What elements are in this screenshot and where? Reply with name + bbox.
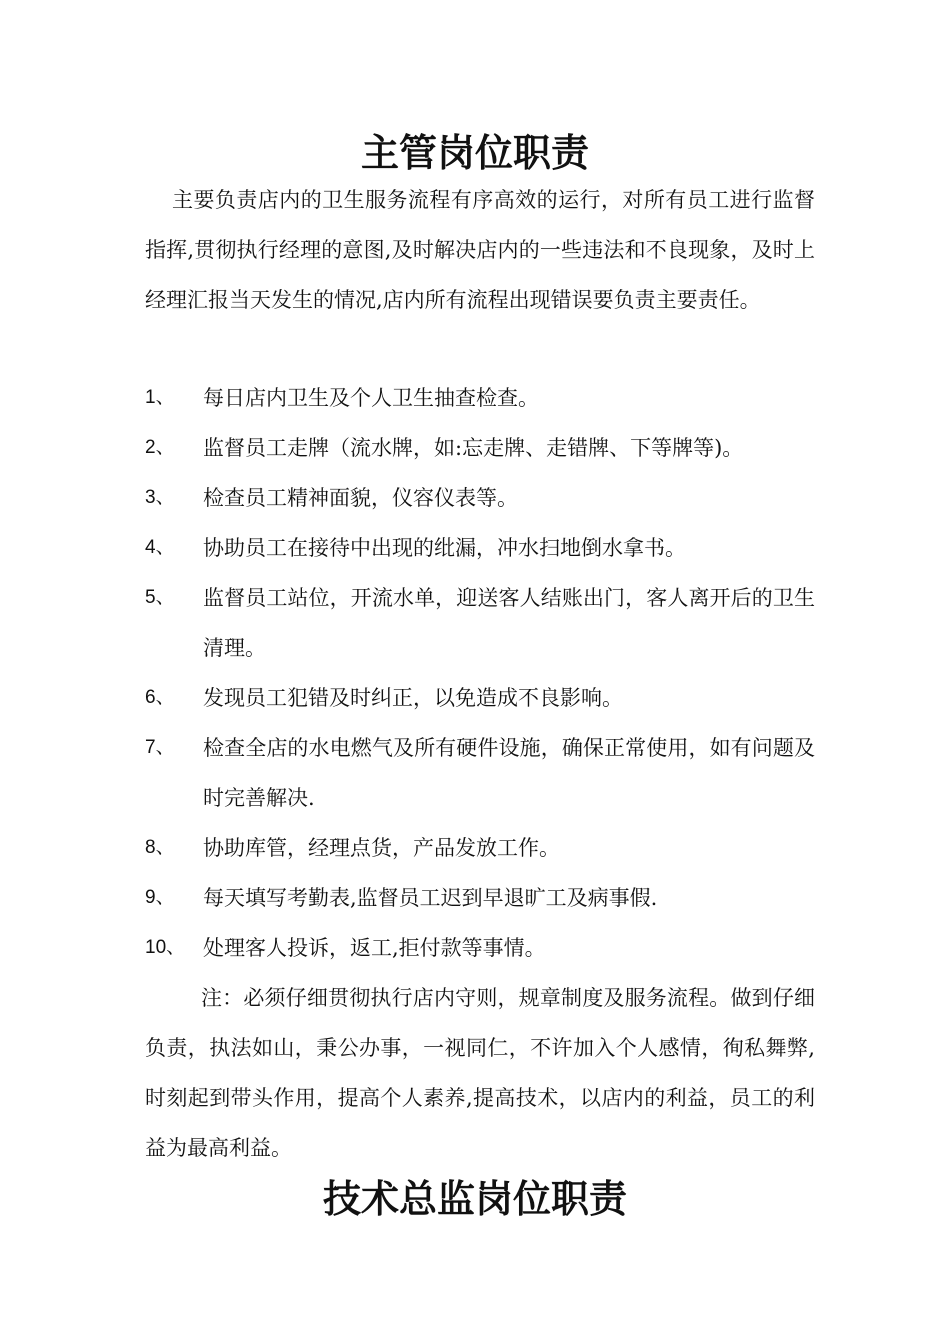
item-number: 6、 <box>145 687 175 708</box>
item-text: 每天填写考勤表,监督员工迟到早退旷工及病事假. <box>203 886 658 910</box>
item-number: 1、 <box>145 387 175 408</box>
item-text: 检查员工精神面貌，仪容仪表等。 <box>203 486 518 510</box>
item-number: 8、 <box>145 837 175 858</box>
duty-list <box>145 373 815 973</box>
item-text: 检查全店的水电燃气及所有硬件设施，确保正常使用，如有问题及时完善解决. <box>203 736 815 810</box>
document-title: 主管岗位职责 <box>360 130 589 175</box>
list-item <box>145 723 815 823</box>
intro-paragraph: 主要负责店内的卫生服务流程有序高效的运行，对所有员工进行监督指挥,贯彻执行经理的意图,及时解决店内的一些违法和不良现象，及时上经理汇报当天发生的情况,店内所有流程出现错误要负责主要责任。 <box>145 188 815 312</box>
item-number: 3、 <box>145 487 175 508</box>
item-text: 处理客人投诉，返工,拒付款等事情。 <box>203 936 546 960</box>
list-item <box>145 823 815 873</box>
section-title: 技术总监岗位职责 <box>322 1176 627 1221</box>
item-number: 4、 <box>145 537 175 558</box>
item-number: 2、 <box>145 437 175 458</box>
list-item <box>145 873 815 923</box>
item-text: 监督员工站位，开流水单，迎送客人结账出门，客人离开后的卫生清理。 <box>203 586 815 660</box>
list-item <box>145 423 815 473</box>
item-number: 9、 <box>145 887 175 908</box>
list-item <box>145 373 815 423</box>
item-text: 监督员工走牌（流水牌，如:忘走牌、走错牌、下等牌等)。 <box>203 436 744 460</box>
item-number: 10、 <box>145 937 186 958</box>
item-number: 5、 <box>145 587 175 608</box>
item-text: 协助员工在接待中出现的纰漏，冲水扫地倒水拿书。 <box>203 536 686 560</box>
list-item <box>145 923 815 973</box>
item-number: 7、 <box>145 737 175 758</box>
note-paragraph: 注：必须仔细贯彻执行店内守则，规章制度及服务流程。做到仔细负责，执法如山，秉公办事，一视同仁，不许加入个人感情，徇私舞弊,时刻起到带头作用，提高个人素养,提高技术，以店内的利益，员工的利益为最高利益。 <box>145 986 815 1160</box>
list-item <box>145 523 815 573</box>
item-text: 发现员工犯错及时纠正，以免造成不良影响。 <box>203 686 623 710</box>
list-item <box>145 573 815 673</box>
list-item <box>145 473 815 523</box>
item-text: 每日店内卫生及个人卫生抽查检查。 <box>203 386 539 410</box>
item-text: 协助库管，经理点货，产品发放工作。 <box>203 836 560 860</box>
list-item <box>145 673 815 723</box>
